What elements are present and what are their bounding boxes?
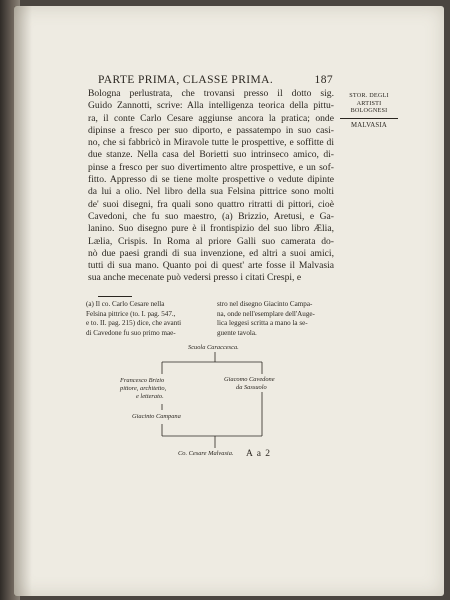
footnote-line: di Cavedone fu suo primo mae-	[86, 328, 176, 337]
page-number: 187	[314, 74, 333, 86]
tree-left-role: pittore, architetto,	[120, 385, 167, 392]
footnote-line: (a) Il co. Carlo Cesare nella	[86, 300, 165, 308]
body-line: da lui a olio. Nel libro della sua Felsina pittrice sono molti	[88, 186, 334, 198]
lineage-diagram	[90, 340, 340, 480]
footnote-line: stro nel disegno Giacinto Campa-	[217, 300, 313, 308]
footnote-rule	[98, 296, 132, 297]
tree-bottom: Co. Cesare Malvasia.	[178, 450, 234, 457]
body-line: pinse a fresco per suo divertimento altre prospettive, e un sof-	[88, 161, 334, 173]
footnote-line: Felsina pittrice (to. I. pag. 547.,	[86, 309, 176, 318]
body-line: dipinse a fresco per suo diporto, e passatempo in suo casi-	[88, 124, 334, 136]
body-line: ra, il conte Carlo Cesare aggiunse ancora la pratica; onde	[88, 112, 334, 124]
body-line: lanino. Suo disegno pure è il frontispizio del suo libro Ælia,	[88, 223, 334, 235]
tree-left-name: Francesco Brizio	[120, 377, 165, 384]
marginal-note-box	[340, 92, 398, 119]
running-head-title: PARTE PRIMA, CLASSE PRIMA.	[98, 74, 274, 86]
footnote	[86, 300, 341, 338]
marginal-note-line: STOR. DEGLI	[349, 92, 389, 99]
body-line: Guido Zannotti, scrive: Alla intelligenza teorica della pittu-	[88, 100, 334, 112]
body-line: sua anche mecenate può vedersi presso i citati Crespi, e	[88, 272, 302, 284]
body-line: fitto. Appresso di se tiene molte prospettive o vedute dipinte	[88, 174, 334, 186]
body-line: Bologna perlustrata, che trovansi presso il dotto sig.	[88, 88, 334, 99]
footnote-line: na, onde nell'esemplare dell'Auge-	[217, 309, 315, 318]
body-line: tutti di sua mano. Quanto poi di quest' arte fosse il Malvasia	[88, 260, 334, 272]
tree-left-role2: e letterato.	[136, 393, 164, 400]
body-line: Cavedoni, che fu suo maestro, (a) Brizzio, Aretusi, e Ga-	[88, 210, 334, 222]
footnote-line: guente tavola.	[217, 328, 257, 337]
marginal-note-line: ARTISTI	[356, 99, 382, 107]
marginal-note	[340, 92, 398, 129]
body-text	[88, 88, 334, 285]
footnote-left-column	[86, 300, 210, 338]
lineage-connectors	[90, 340, 340, 480]
body-line: de' suoi disegni, fra quali sono quattro ritratti di pittori, cioè	[88, 198, 334, 210]
signature-mark: A a 2	[246, 449, 272, 459]
tree-right-place: da Sassuolo	[236, 384, 267, 391]
body-line: Lælia, Crispis. In Roma al priore Galli suo camerata do-	[88, 235, 334, 247]
running-head	[98, 74, 333, 86]
footnote-line: lica leggesi scritta a mano la se-	[217, 319, 308, 328]
footnote-right-column	[217, 300, 341, 338]
footnote-line: e to. II. pag. 215) dice, che avanti	[86, 319, 182, 328]
body-line: no, che si fabbricò in Miravole tutte le prospettive, e soffitte di	[88, 137, 334, 149]
marginal-note-subtitle: MALVASIA	[351, 121, 387, 129]
body-line: nò due paesi grandi di sua invenzione, ed altri a suoi amici,	[88, 247, 334, 259]
tree-root: Scuola Caraccesca.	[188, 344, 239, 351]
tree-right-name: Giacomo Cavedone	[224, 376, 275, 383]
body-line: due stanze. Nella casa del Borietti suo intrinseco amico, di-	[88, 149, 334, 161]
tree-bottom-left: Giacinto Campana	[132, 413, 181, 420]
marginal-note-line: BOLOGNESI	[350, 107, 388, 115]
page-gutter-shadow	[14, 6, 32, 596]
